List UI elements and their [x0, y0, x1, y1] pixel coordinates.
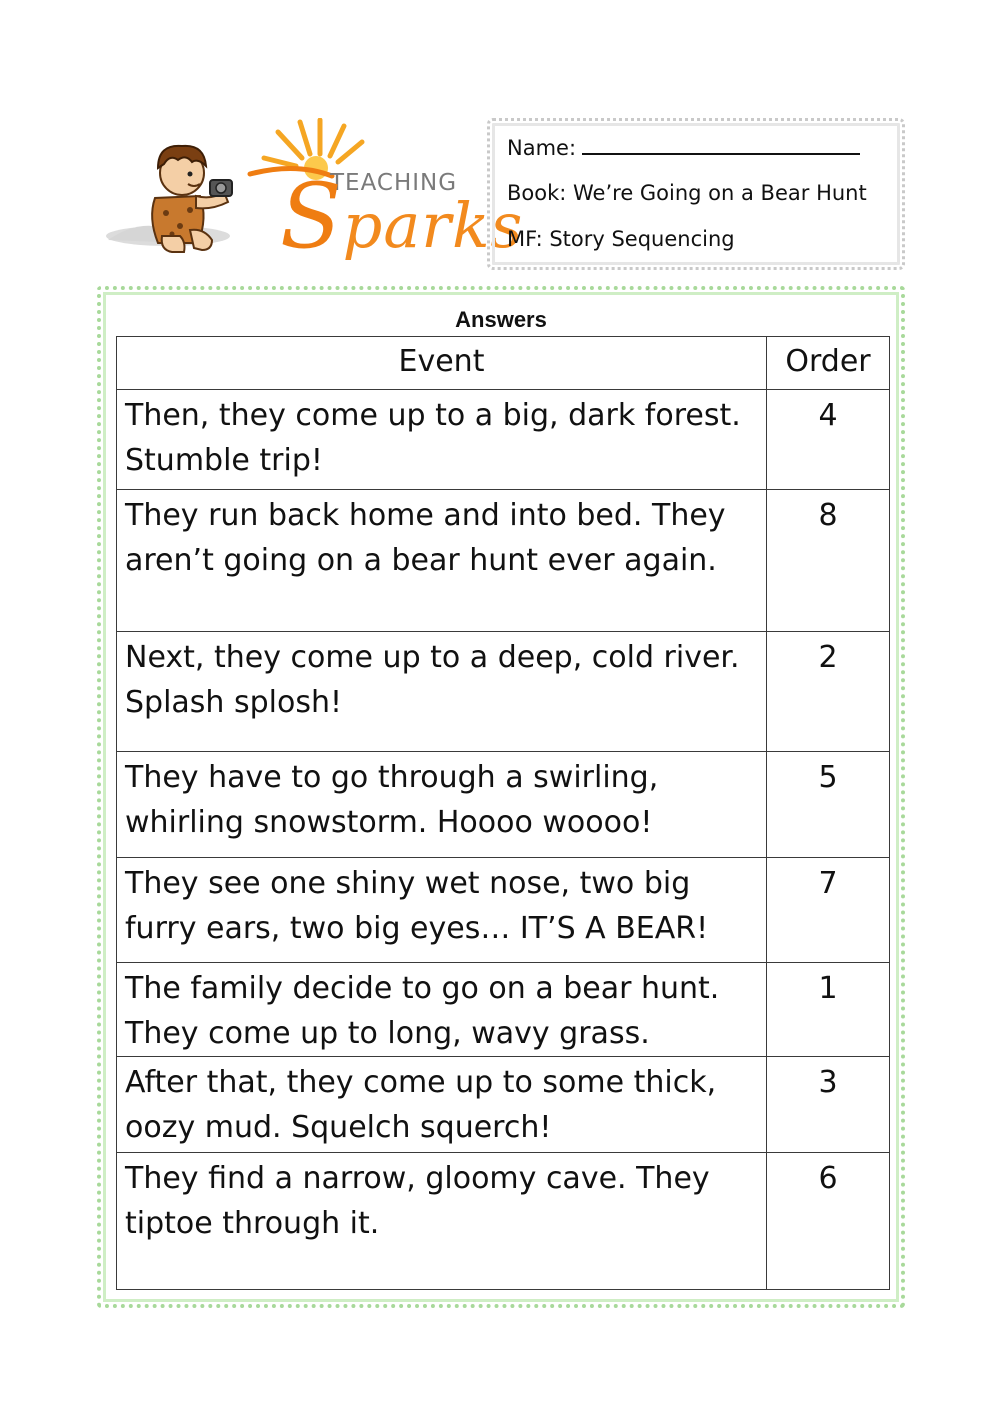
order-cell: 2	[767, 632, 890, 752]
event-cell	[117, 390, 767, 490]
event-cell	[117, 490, 767, 632]
teaching-sparks-logo	[100, 118, 524, 269]
event-line: The family decide to go on a bear hunt.	[125, 971, 720, 1006]
name-line	[507, 135, 860, 160]
event-line: They find a narrow, gloomy cave. They	[125, 1161, 710, 1196]
table-row	[117, 1153, 890, 1290]
event-line: They run back home and into bed. They	[125, 498, 726, 533]
event-line: aren’t going on a bear hunt ever again.	[125, 543, 717, 578]
table-row	[117, 963, 890, 1057]
logo-teaching-text: TEACHING	[330, 170, 458, 196]
sequencing-table	[116, 336, 890, 1290]
order-cell: 1	[767, 963, 890, 1057]
table-row	[117, 858, 890, 963]
logo-sparks-rest: parks	[342, 189, 524, 262]
logo-sparks-initial: S	[280, 164, 343, 269]
table-row	[117, 1057, 890, 1153]
table-row	[117, 490, 890, 632]
event-line: Next, they come up to a deep, cold river.	[125, 640, 740, 675]
event-column-header: Event	[117, 337, 767, 390]
table-row	[117, 752, 890, 858]
event-line: tiptoe through it.	[125, 1206, 380, 1241]
order-cell: 4	[767, 390, 890, 490]
event-line: Stumble trip!	[125, 443, 323, 478]
event-line: After that, they come up to some thick,	[125, 1065, 717, 1100]
order-cell: 7	[767, 858, 890, 963]
table-row	[117, 632, 890, 752]
event-cell	[117, 963, 767, 1057]
event-line: Then, they come up to a big, dark forest.	[125, 398, 741, 433]
table-row	[117, 390, 890, 490]
name-label: Name:	[507, 136, 577, 160]
order-column-header: Order	[767, 337, 890, 390]
event-line: They come up to long, wavy grass.	[125, 1016, 650, 1051]
event-line: They see one shiny wet nose, two big	[125, 866, 691, 901]
event-line: They have to go through a swirling,	[125, 760, 659, 795]
event-cell	[117, 858, 767, 963]
order-cell: 8	[767, 490, 890, 632]
order-cell: 6	[767, 1153, 890, 1290]
order-cell: 5	[767, 752, 890, 858]
event-cell	[117, 752, 767, 858]
mf-label: MF: Story Sequencing	[507, 227, 735, 251]
event-line: whirling snowstorm. Hoooo woooo!	[125, 805, 653, 840]
table-header-row	[117, 337, 890, 390]
event-cell	[117, 632, 767, 752]
event-cell	[117, 1153, 767, 1290]
event-line: furry ears, two big eyes… IT’S A BEAR!	[125, 911, 709, 946]
name-blank-field[interactable]	[582, 135, 860, 155]
book-title: Book: We’re Going on a Bear Hunt	[507, 181, 867, 205]
student-info-box	[487, 118, 905, 270]
event-cell	[117, 1057, 767, 1153]
event-line: oozy mud. Squelch squerch!	[125, 1110, 552, 1145]
event-line: Splash splosh!	[125, 685, 343, 720]
order-cell: 3	[767, 1057, 890, 1153]
answers-title: Answers	[455, 307, 547, 332]
